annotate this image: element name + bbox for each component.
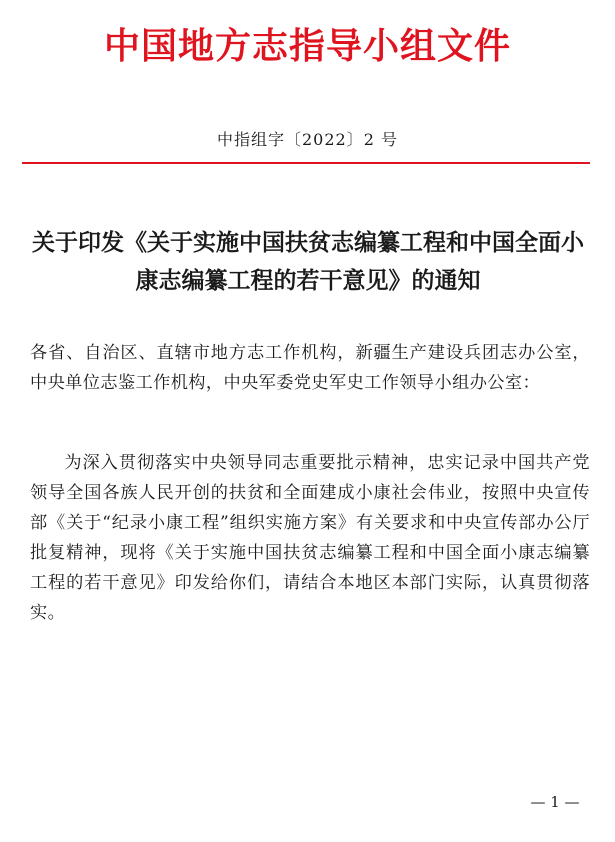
red-divider-line	[22, 162, 590, 164]
notice-title: 关于印发《关于实施中国扶贫志编纂工程和中国全面小康志编纂工程的若干意见》的通知	[32, 230, 584, 294]
addressee-paragraph: 各省、自治区、直辖市地方志工作机构，新疆生产建设兵团志办公室，中央单位志鉴工作机构，中央军委党史军史工作领导小组办公室：	[30, 343, 590, 393]
page-number: — 1 —	[530, 793, 580, 811]
document-header-title: 中国地方志指导小组文件	[103, 25, 511, 67]
body-paragraph: 为深入贯彻落实中央领导同志重要批示精神，忠实记录中国共产党领导全国各族人民开创的扶贫和全面建成小康社会伟业，按照中央宣传部《关于“纪录小康工程”组织实施方案》有关要求和中央宣传部办公厅批复精神，现将《关于实施中国扶贫志编纂工程和中国全面小康志编纂工程的若干意见》印发给你们，请结合本地区本部门实际，认真贯彻落实。	[30, 453, 590, 623]
document-number: 中指组字〔2022〕2 号	[217, 130, 398, 149]
